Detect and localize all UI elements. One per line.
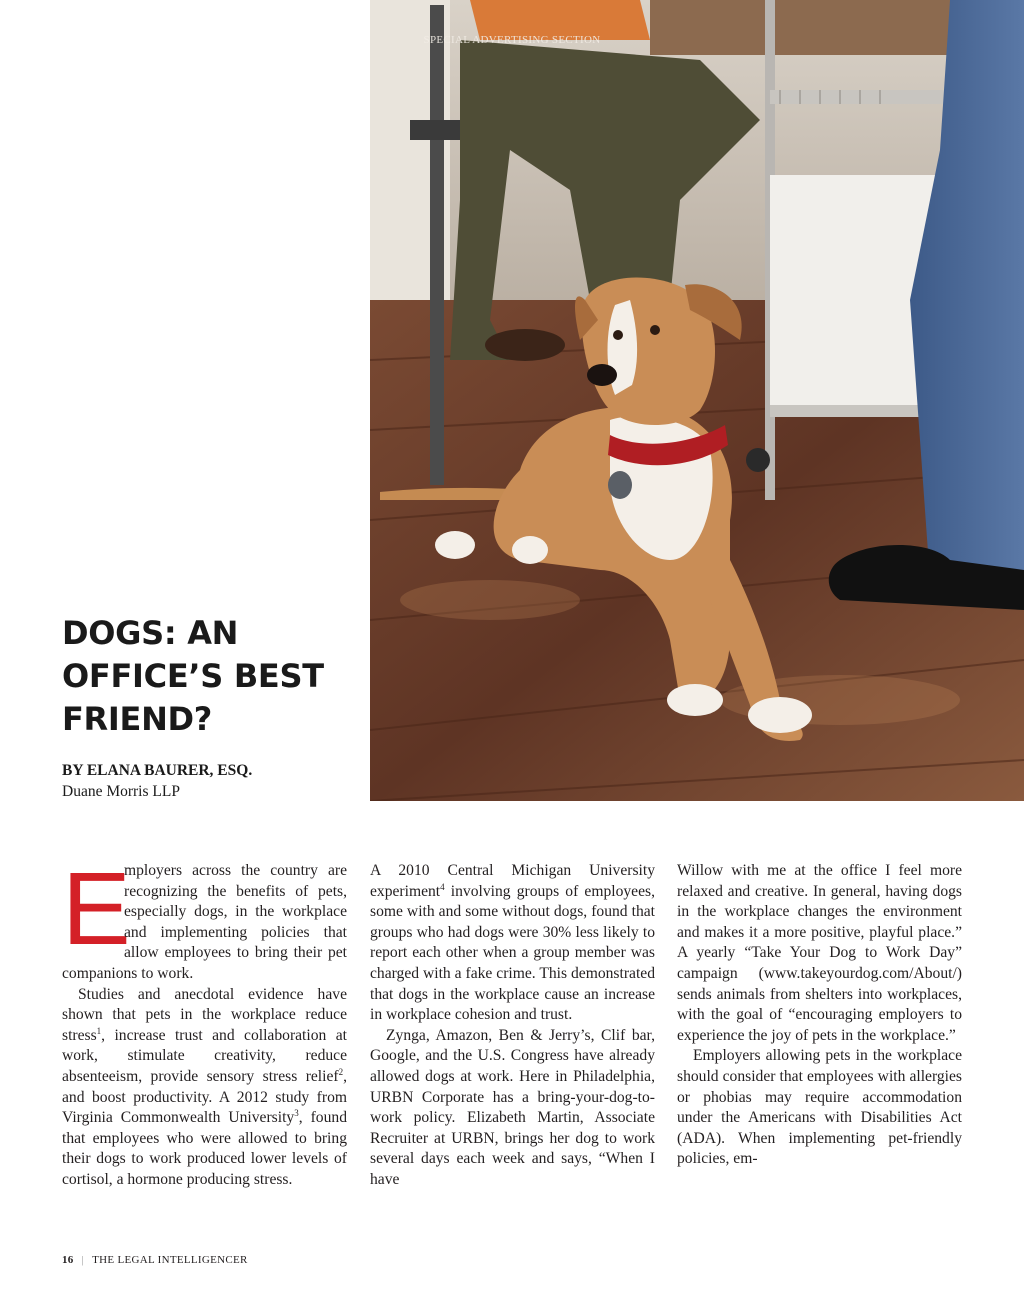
- publication-name: THE LEGAL INTELLIGENCER: [92, 1254, 248, 1266]
- paragraph: Zynga, Amazon, Ben & Jerry’s, Clif bar, Google, and the U.S. Congress have already allowed dogs at work. Here in Philadelphia, URBN Corporate has a bring-your-dog-to-work policy. Elizabeth Martin, Associate Recruiter at URBN, brings her dog to work several days each week and says, “When I have: [370, 1026, 655, 1188]
- paragraph-text: A 2010 Central Michigan University experiment: [370, 862, 655, 900]
- article-photo: [370, 0, 1024, 801]
- author-affiliation: Duane Morris LLP: [62, 783, 180, 800]
- page-footer: [62, 1254, 248, 1266]
- article-column-1: [62, 851, 347, 1191]
- article-column-2: [370, 861, 655, 1191]
- paragraph-text: Studies and anecdotal evidence have shown that pets in the workplace reduce stress: [62, 985, 347, 1044]
- paragraph: [62, 851, 347, 985]
- paragraph-text: , increase trust and collaboration at work, stimulate creativity, reduce absenteeism, provide sensory stress relief: [62, 1026, 347, 1085]
- article-column-3: [677, 861, 962, 1170]
- paragraph: Willow with me at the office I feel more relaxed and creative. In general, having dogs in the workplace changes the environment and makes it a more positive, playful place.” A yearly “Take Your Dog to Work Day” campaign (www.takeyourdog.com/About/) sends animals from shelters into workplaces, with the goal of “encouraging employers to experience the joy of pets in the workplace.”: [677, 862, 962, 1044]
- headline-line: DOGS: AN: [62, 614, 239, 652]
- footnote-ref: 4: [440, 881, 445, 892]
- footnote-ref: 2: [338, 1066, 344, 1077]
- paragraph-text: , and boost productivity. A 2012 study from Virginia Commonwealth University: [62, 1067, 347, 1127]
- headline-line: OFFICE’S BEST: [62, 657, 324, 695]
- footer-separator: |: [81, 1254, 85, 1266]
- article-headline: [62, 612, 362, 741]
- section-label: SPECIAL ADVERTISING SECTION: [423, 34, 601, 46]
- paragraph: [62, 985, 347, 1191]
- drop-cap: E: [62, 851, 131, 966]
- paragraph: [370, 861, 655, 1026]
- paragraph-text: involving groups of employees, some with and some without dogs, found that groups who had dogs were 30% less likely to report each other when a group member was charged with a fake crime. This demonstrated that dogs in the workplace cause an increase in workplace cohesion and trust.: [370, 882, 655, 1024]
- paragraph-text: mployers across the country are recognizing the benefits of pets, especially dogs, in the workplace and implementing policies that allow employees to bring their pet companions to work.: [62, 862, 347, 982]
- paragraph-text: , found that employees who were allowed to bring their dogs to work produced lower levels of cortisol, a hormone producing stress.: [62, 1109, 347, 1188]
- byline: BY ELANA BAURER, ESQ.: [62, 762, 253, 779]
- footnote-ref: 3: [294, 1107, 299, 1118]
- paragraph: Employers allowing pets in the workplace should consider that employees with allergies or phobias may require accommodation under the Americans with Disabilities Act (ADA). When implementing pet-friendly policies, em-: [677, 1047, 962, 1168]
- footnote-ref: 1: [96, 1025, 102, 1036]
- page-number: 16: [62, 1254, 74, 1266]
- headline-line: FRIEND?: [62, 700, 213, 738]
